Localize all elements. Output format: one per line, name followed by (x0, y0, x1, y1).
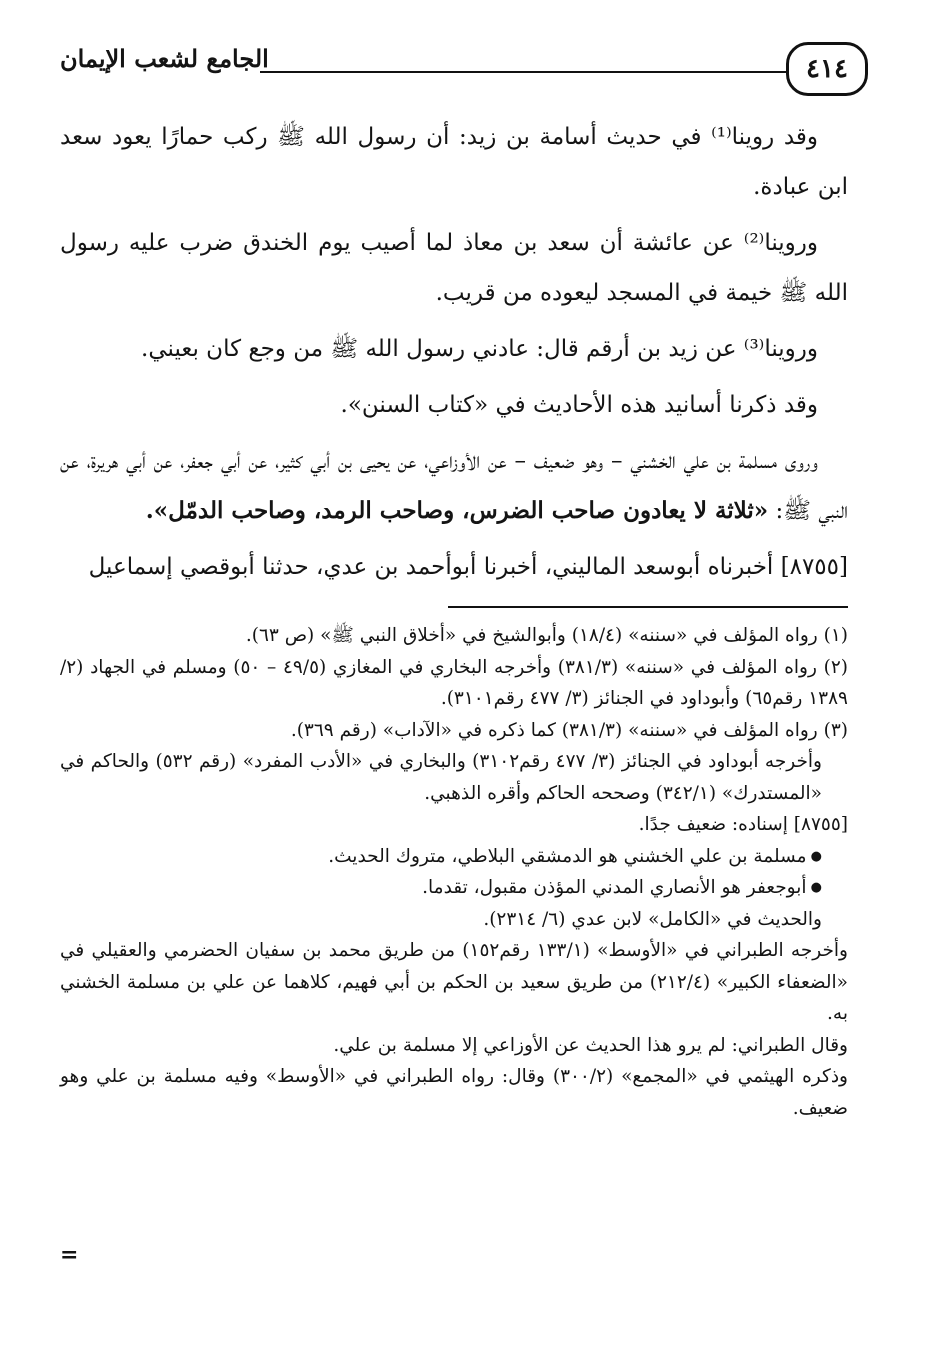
footnote-haythami: وذكره الهيثمي في «المجمع» (٣٠٠/٢) وقال: رواه الطبراني في «الأوسط» وفيه مسلمة بن علي وهو ضعيف. (60, 1066, 848, 1119)
footnote-rule (448, 606, 848, 608)
book-page (60, 40, 848, 1124)
paragraph-5 (60, 436, 848, 536)
paragraph-2: وروينا⁽²⁾ عن عائشة أن سعد بن معاذ لما أصيب يوم الخندق ضرب عليه رسول الله ﷺ خيمة في المسجد ليعوده من قريب. (60, 230, 848, 306)
footnote-bullet-2: ● أبوجعفر هو الأنصاري المدني المؤذن مقبول، تقدما. (60, 872, 848, 904)
footnote-8755-isnad: [٨٧٥٥] إسناده: ضعيف جدًا. (638, 814, 848, 835)
footnote-1: (١) رواه المؤلف في «سننه» (١٨/٤) وأبوالشيخ في «أخلاق النبي ﷺ» (ص ٦٣). (245, 625, 848, 646)
end-mark: = (60, 1242, 79, 1268)
footnote-bullet-1: ● مسلمة بن علي الخشني هو الدمشقي البلاطي، متروك الحديث. (60, 841, 848, 873)
page-header (60, 40, 848, 104)
footnote-3: (٣) رواه المؤلف في «سننه» (٣٨١/٣) كما ذكره في «الآداب» (رقم ٣٦٩). (290, 719, 848, 741)
footnote-2: (٢) رواه المؤلف في «سننه» (٣٨١/٣) وأخرجه البخاري في المغازي (٤٩/٥ – ٥٠) ومسلم في الجهاد (٢/ ١٣٨٩ رقم٦٥) وأبوداود في الجنائز (٣/ ٤٧٧ رقم٣١٠١). (60, 656, 848, 709)
hadith-text: «ثلاثة لا يعادون صاحب الضرس، وصاحب الرمد، وصاحب الدمّل». (145, 497, 769, 524)
footnotes (60, 620, 848, 1124)
paragraph-4: وقد ذكرنا أسانيد هذه الأحاديث في «كتاب السنن». (340, 392, 818, 418)
footnote-kamil: والحديث في «الكامل» لابن عدي (٦/ ٢٣١٤). (483, 908, 822, 930)
main-text (60, 112, 848, 592)
book-title: الجامع لشعب الإيمان (60, 44, 269, 73)
paragraph-6: [٨٧٥٥] أخبرناه أبوسعد الماليني، أخبرنا أبوأحمد بن عدي، حدثنا أبوقصي إسماعيل (88, 554, 848, 580)
page-number: ٤١٤ (786, 42, 868, 96)
footnote-3-continued: وأخرجه أبوداود في الجنائز (٣/ ٤٧٧ رقم٣١٠٢) والبخاري في «الأدب المفرد» (رقم ٥٣٢) والحاكم في «المستدرك» (٣٤٢/١) وصححه الحاكم وأقره الذهبي. (60, 751, 822, 804)
paragraph-5-lead: وروى مسلمة بن علي الخشني – وهو ضعيف – عن الأوزاعي، عن يحيى بن أبي كثير، عن أبي جعفر، عن أبي هريرة، عن النبي ﷺ: (60, 448, 848, 524)
header-rule (260, 71, 786, 73)
footnote-tabarani: وأخرجه الطبراني في «الأوسط» (١٣٣/١ رقم١٥٢) من طريق محمد بن سفيان الحضرمي والعقيلي في «الضعفاء الكبير» (٢١٢/٤) من طريق سعيد بن الحكم بن أبي فهيم، كلاهما عن علي بن مسلمة الخشني به. (60, 940, 849, 1024)
footnote-tabarani-said: وقال الطبراني: لم يرو هذا الحديث عن الأوزاعي إلا مسلمة بن علي. (333, 1034, 848, 1056)
paragraph-1: وقد روينا⁽¹⁾ في حديث أسامة بن زيد: أن رسول الله ﷺ ركب حمارًا يعود سعد ابن عبادة. (60, 124, 848, 200)
paragraph-3: وروينا⁽³⁾ عن زيد بن أرقم قال: عادني رسول الله ﷺ من وجع كان بعيني. (141, 336, 818, 362)
